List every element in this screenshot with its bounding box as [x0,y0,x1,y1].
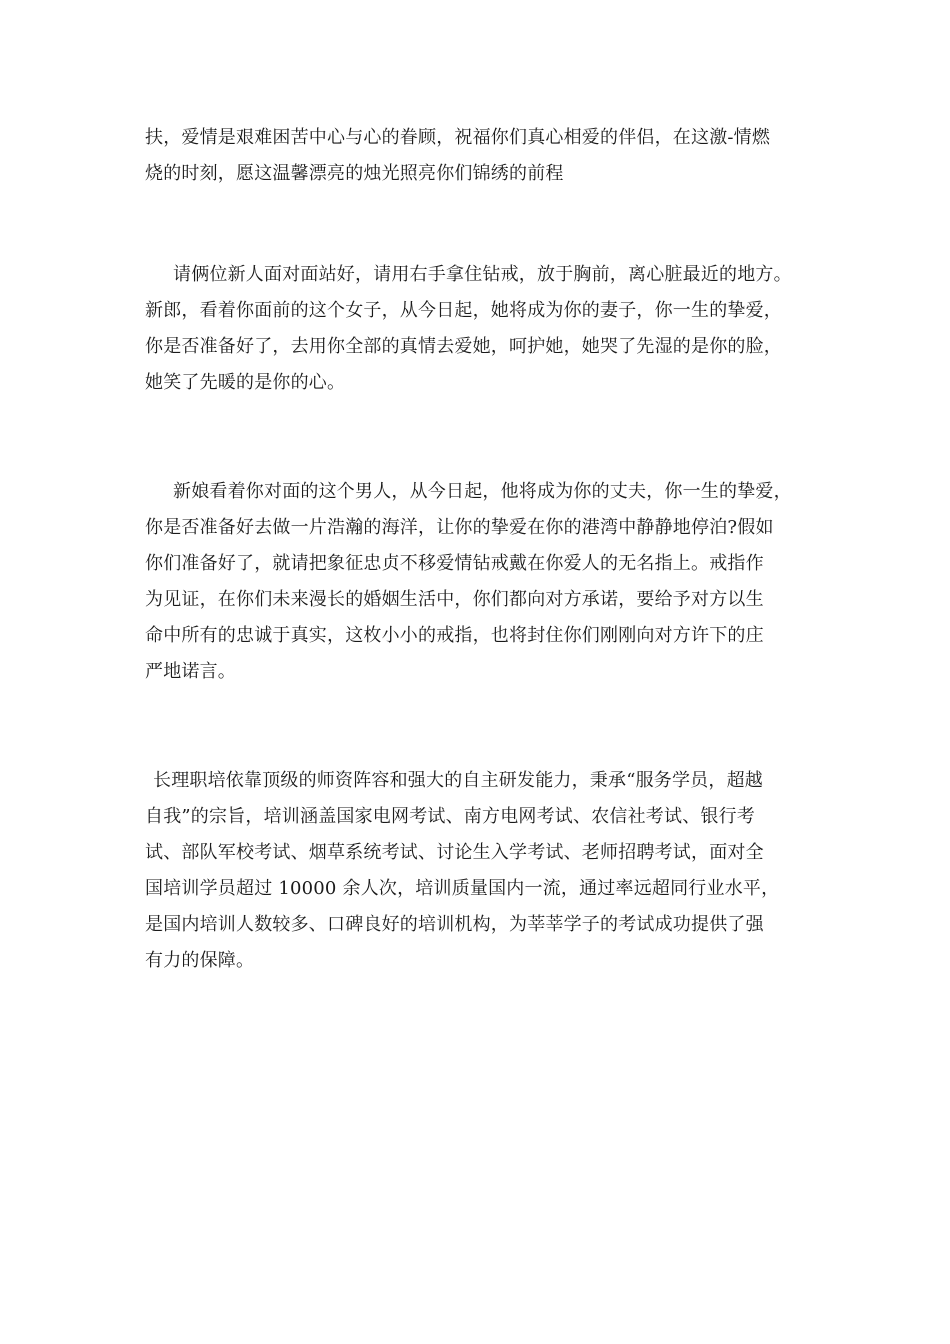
text-line: 她笑了先暖的是你的心。 [145,372,346,393]
text-line: 请俩位新人面对面站好，请用右手拿住钻戒，放于胸前，离心脏最近的地方。 [173,264,792,285]
text-line: 扶，爱情是艰难困苦中心与心的眷顾，祝福你们真心相爱的伴侣，在这激-情燃 [145,127,771,148]
text-line: 是国内培训人数较多、口碑良好的培训机构，为莘莘学子的考试成功提供了强 [145,914,764,935]
paragraph-groom-vow [145,257,825,401]
text-line: 长理职培依靠顶级的师资阵容和强大的自主研发能力，秉承“服务学员，超越 [153,770,763,791]
text-line: 严地诺言。 [145,661,236,682]
paragraph-bride-vow [145,474,825,690]
text-line: 国培训学员超过 10000 余人次，培训质量国内一流，通过率远超同行业水平， [145,878,780,899]
paragraph-wedding-blessing [145,120,825,192]
text-line: 烧的时刻，愿这温馨漂亮的烛光照亮你们锦绣的前程 [145,163,564,184]
text-line: 有力的保障。 [145,950,255,971]
text-line: 命中所有的忠诚于真实，这枚小小的戒指，也将封住你们刚刚向对方许下的庄 [145,625,764,646]
paragraph-training-promo [145,763,825,979]
text-line: 新郎，看着你面前的这个女子，从今日起，她将成为你的妻子，你一生的挚爱， [145,300,782,321]
text-line: 试、部队军校考试、烟草系统考试、讨论生入学考试、老师招聘考试，面对全 [145,842,764,863]
text-line: 你们准备好了，就请把象征忠贞不移爱情钻戒戴在你爱人的无名指上。戒指作 [145,553,764,574]
text-line: 自我”的宗旨，培训涵盖国家电网考试、南方电网考试、农信社考试、银行考 [145,806,755,827]
text-line: 你是否准备好了，去用你全部的真情去爱她，呵护她，她哭了先湿的是你的脸， [145,336,782,357]
text-line: 你是否准备好去做一片浩瀚的海洋，让你的挚爱在你的港湾中静静地停泊?假如 [145,517,774,538]
text-line: 为见证，在你们未来漫长的婚姻生活中，你们都向对方承诺，要给予对方以生 [145,589,764,610]
text-line: 新娘看着你对面的这个男人，从今日起，他将成为你的丈夫，你一生的挚爱， [173,481,792,502]
